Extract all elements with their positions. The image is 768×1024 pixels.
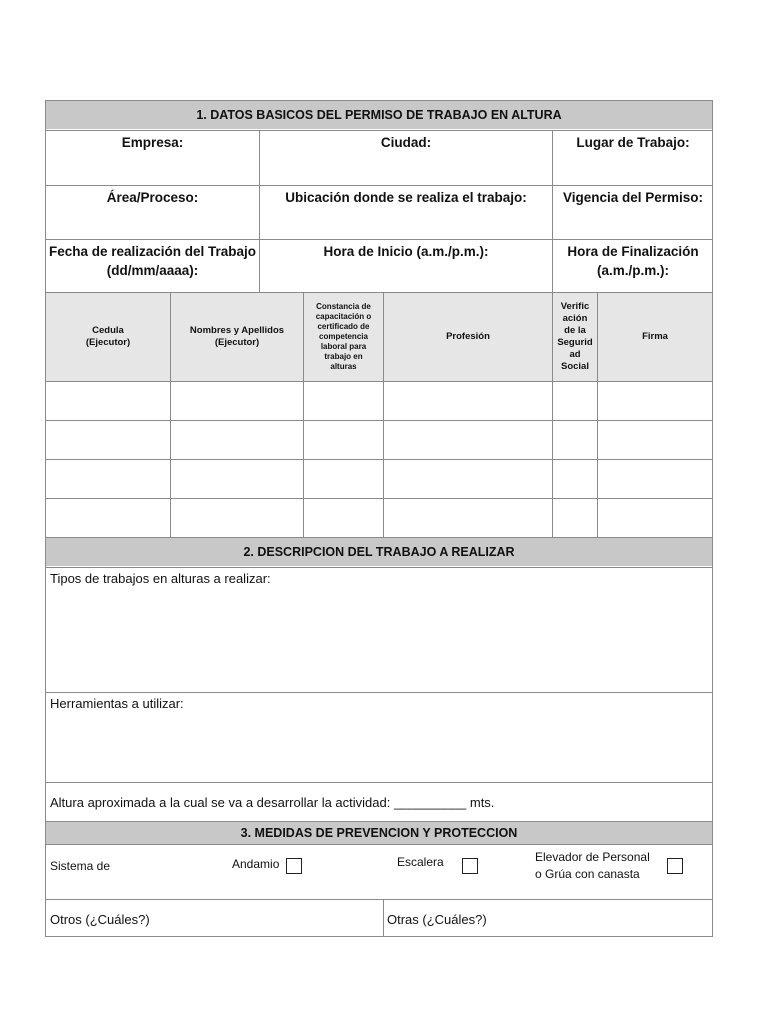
constancia-cell[interactable]: [304, 421, 383, 459]
firma-cell[interactable]: [598, 382, 712, 420]
nombres-cell[interactable]: [171, 421, 303, 459]
constancia-cell[interactable]: [304, 460, 383, 498]
divider: [46, 899, 712, 900]
herramientas-label: Herramientas a utilizar:: [50, 696, 184, 711]
fecha-label-line2: (dd/mm/aaaa):: [106, 263, 199, 278]
verificacion-cell[interactable]: [553, 460, 597, 498]
escalera-label: Escalera: [397, 855, 444, 869]
divider: [46, 567, 712, 568]
hora-fin-label: [553, 242, 713, 280]
tipos-trabajos-field[interactable]: [46, 589, 712, 692]
profesion-cell[interactable]: [384, 460, 552, 498]
verificacion-cell[interactable]: [553, 421, 597, 459]
elevador-checkbox[interactable]: [667, 858, 683, 874]
th-nombres-line2: (Ejecutor): [214, 337, 260, 348]
profesion-cell[interactable]: [384, 499, 552, 537]
permit-form: [45, 100, 713, 937]
cedula-cell[interactable]: [46, 499, 170, 537]
elevador-label: [535, 849, 650, 883]
tipos-trabajos-label: Tipos de trabajos en alturas a realizar:: [50, 571, 271, 586]
hora-inicio-label: Hora de Inicio (a.m./p.m.):: [323, 244, 489, 259]
th-verificacion-line: Segurid: [557, 337, 593, 348]
th-verificacion-line: ación: [562, 313, 588, 324]
divider: [46, 692, 712, 693]
th-profesion: Profesión: [384, 293, 552, 381]
divider: [383, 899, 384, 936]
divider: [46, 782, 712, 783]
divider: [46, 130, 712, 131]
constancia-cell[interactable]: [304, 499, 383, 537]
th-cedula-line1: Cedula: [92, 325, 124, 336]
sistema-label: Sistema de: [50, 859, 111, 873]
cedula-cell[interactable]: [46, 421, 170, 459]
nombres-cell[interactable]: [171, 460, 303, 498]
otras-label[interactable]: Otras (¿Cuáles?): [387, 912, 487, 927]
fecha-label: [46, 242, 259, 280]
divider: [46, 239, 712, 240]
nombres-cell[interactable]: [171, 499, 303, 537]
cedula-cell[interactable]: [46, 460, 170, 498]
lugar-trabajo-label: Lugar de Trabajo:: [576, 135, 690, 150]
th-verificacion-line: de la: [564, 325, 586, 336]
th-cedula: [46, 293, 170, 381]
divider: [259, 131, 260, 292]
th-verificacion-line: ad: [569, 349, 581, 360]
elevador-label-line2: o Grúa con canasta: [535, 867, 640, 881]
th-constancia-line: capacitación o: [315, 312, 372, 321]
firma-cell[interactable]: [598, 499, 712, 537]
th-constancia-line: alturas: [330, 362, 357, 371]
th-verificacion-line: Verific: [560, 301, 590, 312]
hora-fin-label-line1: Hora de Finalización: [567, 244, 699, 259]
escalera-checkbox[interactable]: [462, 858, 478, 874]
herramientas-field[interactable]: [46, 714, 712, 782]
th-constancia-line: trabajo en: [324, 352, 363, 361]
ubicacion-label: Ubicación donde se realiza el trabajo:: [285, 190, 527, 205]
th-cedula-line2: (Ejecutor): [85, 337, 131, 348]
th-constancia-line: Constancia de: [316, 302, 371, 311]
profesion-cell[interactable]: [384, 421, 552, 459]
cedula-cell[interactable]: [46, 382, 170, 420]
verificacion-cell[interactable]: [553, 499, 597, 537]
th-verificacion: [553, 293, 597, 381]
fecha-label-line1: Fecha de realización del Trabajo: [48, 244, 257, 259]
section3-title: 3. MEDIDAS DE PREVENCION Y PROTECCION: [46, 822, 712, 844]
verificacion-cell[interactable]: [553, 382, 597, 420]
divider: [46, 844, 712, 845]
hora-fin-label-line2: (a.m./p.m.):: [596, 263, 669, 278]
th-constancia-line: competencia: [319, 332, 368, 341]
elevador-label-line1: Elevador de Personal: [535, 850, 650, 864]
section1-title: 1. DATOS BASICOS DEL PERMISO DE TRABAJO EN ALTURA: [46, 101, 712, 129]
th-firma: Firma: [598, 293, 712, 381]
firma-cell[interactable]: [598, 421, 712, 459]
altura-label[interactable]: Altura aproximada a la cual se va a desarrollar la actividad: __________ mts.: [50, 795, 495, 810]
divider: [46, 185, 712, 186]
profesion-cell[interactable]: [384, 382, 552, 420]
constancia-cell[interactable]: [304, 382, 383, 420]
th-nombres-line1: Nombres y Apellidos: [189, 325, 285, 336]
area-proceso-label: Área/Proceso:: [106, 190, 199, 205]
andamio-checkbox[interactable]: [286, 858, 302, 874]
empresa-label: Empresa:: [121, 135, 184, 150]
section2-title: 2. DESCRIPCION DEL TRABAJO A REALIZAR: [46, 538, 712, 566]
andamio-label: Andamio: [232, 857, 280, 871]
th-constancia: [304, 293, 383, 381]
th-constancia-line: laboral para: [320, 342, 367, 351]
vigencia-label: Vigencia del Permiso:: [562, 190, 704, 205]
th-constancia-line: certificado de: [317, 322, 370, 331]
otros-label[interactable]: Otros (¿Cuáles?): [50, 912, 150, 927]
th-verificacion-line: Social: [561, 361, 589, 372]
firma-cell[interactable]: [598, 460, 712, 498]
nombres-cell[interactable]: [171, 382, 303, 420]
ciudad-label: Ciudad:: [380, 135, 432, 150]
th-nombres: [171, 293, 303, 381]
